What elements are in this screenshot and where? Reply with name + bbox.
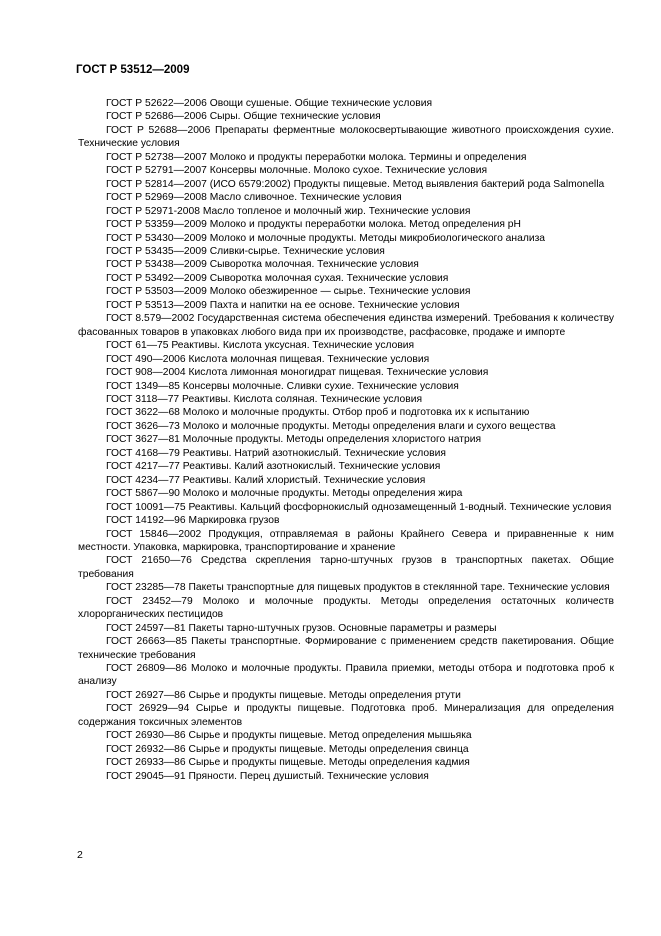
reference-code: ГОСТ 26809—86	[106, 663, 187, 675]
reference-item	[78, 218, 614, 231]
reference-code: ГОСТ 3627—81	[106, 434, 180, 446]
reference-item	[78, 689, 614, 702]
reference-code: ГОСТ 23285—78	[106, 582, 186, 594]
reference-item	[78, 581, 614, 594]
reference-item	[78, 205, 614, 218]
reference-code: ГОСТ 26932—86	[106, 743, 186, 755]
reference-code: ГОСТ 14192—96	[106, 515, 186, 527]
reference-code: ГОСТ Р 53359—2009	[106, 219, 207, 231]
reference-title: Молоко и продукты переработки молока. Термины и определения	[209, 151, 527, 163]
reference-item	[78, 756, 614, 769]
reference-code: ГОСТ Р 53435—2009	[106, 245, 207, 257]
reference-item	[78, 487, 614, 500]
reference-title: Масло сливочное. Технические условия	[209, 192, 402, 204]
reference-item	[78, 514, 614, 527]
reference-title: Реактивы. Кальций фосфорнокислый однозамещенный 1-водный. Технические условия	[188, 501, 612, 513]
reference-code: ГОСТ Р 52738—2007	[106, 151, 207, 163]
reference-item	[78, 380, 614, 393]
reference-title: Сырье и продукты пищевые. Методы определения ртути	[188, 689, 461, 701]
reference-code: ГОСТ 8.579—2002	[106, 313, 195, 325]
reference-item	[78, 124, 614, 151]
reference-item	[78, 501, 614, 514]
reference-title: Молоко и молочные продукты. Отбор проб и подготовка их к испытанию	[182, 407, 530, 419]
reference-item	[78, 151, 614, 164]
reference-title: Пряности. Перец душистый. Технические условия	[188, 770, 429, 782]
reference-code: ГОСТ 21650—76	[106, 555, 192, 567]
reference-item	[78, 622, 614, 635]
reference-code: ГОСТ 3626—73	[106, 420, 180, 432]
reference-item	[78, 164, 614, 177]
reference-code: ГОСТ 26929—94	[106, 703, 190, 715]
reference-title: Кислота молочная пищевая. Технические условия	[188, 353, 430, 365]
reference-code: ГОСТ 26930—86	[106, 730, 186, 742]
reference-title: Реактивы. Кислота уксусная. Технические условия	[171, 340, 415, 352]
reference-title: Пакеты транспортные. Формирование с применением средств пакетирования. Общие технические требования	[78, 636, 614, 661]
reference-title: Реактивы. Калий азотнокислый. Технические условия	[182, 461, 441, 473]
reference-item	[78, 299, 614, 312]
reference-item	[78, 406, 614, 419]
reference-item	[78, 743, 614, 756]
reference-code: ГОСТ Р 52622—2006	[106, 98, 207, 109]
reference-code: ГОСТ 4168—79	[106, 447, 180, 459]
reference-title: Пакеты транспортные для пищевых продуктов в стеклянной таре. Технические условия	[188, 582, 610, 594]
reference-code: ГОСТ 3622—68	[106, 407, 180, 419]
reference-code: ГОСТ Р 53430—2009	[106, 232, 207, 244]
reference-code: ГОСТ 5867—90	[106, 488, 180, 500]
reference-code: ГОСТ Р 53503—2009	[106, 286, 207, 298]
reference-item	[78, 353, 614, 366]
reference-item	[78, 702, 614, 729]
reference-code: ГОСТ 4234—77	[106, 474, 180, 486]
reference-title: Реактивы. Натрий азотнокислый. Технические условия	[182, 447, 446, 459]
reference-title: Молоко обезжиренное — сырье. Технические условия	[209, 286, 471, 298]
reference-item	[78, 447, 614, 460]
reference-code: ГОСТ 490—2006	[106, 353, 186, 365]
reference-title: Сырье и продукты пищевые. Подготовка проб. Минерализация для определения содержания токсичных элементов	[78, 703, 614, 728]
reference-item	[78, 232, 614, 245]
reference-title: Государственная система обеспечения единства измерений. Требования к количеству фасованных товаров в упаковках любого вида при их производстве, расфасовке, продаже и импорте	[78, 313, 614, 338]
reference-title: Молоко и молочные продукты. Методы микробиологического анализа	[209, 232, 546, 244]
reference-title: Консервы молочные. Молоко сухое. Технические условия	[209, 165, 488, 177]
reference-code: ГОСТ 3118—77	[106, 393, 180, 405]
reference-item	[78, 433, 614, 446]
reference-item	[78, 97, 614, 110]
reference-item	[78, 191, 614, 204]
reference-title: (ИСО 6579:2002) Продукты пищевые. Метод выявления бактерий рода Salmonella	[209, 178, 605, 190]
reference-item	[78, 729, 614, 742]
reference-title: Консервы молочные. Сливки сухие. Технические условия	[182, 380, 459, 392]
reference-title: Сыры. Общие технические условия	[209, 111, 381, 123]
reference-code: ГОСТ Р 52971-2008	[106, 205, 200, 217]
reference-code: ГОСТ Р 53438—2009	[106, 259, 207, 271]
reference-title: Кислота лимонная моногидрат пищевая. Технические условия	[188, 367, 489, 379]
reference-item	[78, 770, 614, 783]
reference-item	[78, 366, 614, 379]
reference-title: Продукция, отправляемая в районы Крайнего Севера и приравненные к ним местности. Упаковка, маркировка, транспортирование и хранение	[78, 528, 614, 553]
reference-title: Маркировка грузов	[188, 515, 280, 527]
reference-title: Реактивы. Кислота соляная. Технические условия	[182, 393, 423, 405]
reference-code: ГОСТ 10091—75	[106, 501, 186, 513]
reference-item	[78, 110, 614, 123]
reference-code: ГОСТ 23452—79	[106, 595, 193, 607]
reference-title: Сырье и продукты пищевые. Метод определения мышьяка	[188, 730, 472, 742]
reference-title: Реактивы. Калий хлористый. Технические условия	[182, 474, 426, 486]
reference-code: ГОСТ 1349—85	[106, 380, 180, 392]
reference-item	[78, 258, 614, 271]
reference-title: Молоко и молочные продукты. Методы определения жира	[182, 488, 463, 500]
reference-title: Молоко и молочные продукты. Методы определения остаточных количеств хлорорганических пестицидов	[78, 595, 614, 621]
reference-title: Овощи сушеные. Общие технические условия	[209, 98, 433, 109]
reference-title: Сырье и продукты пищевые. Методы определения свинца	[188, 743, 469, 755]
reference-item	[78, 460, 614, 473]
reference-item	[78, 245, 614, 258]
reference-item	[78, 662, 614, 689]
reference-title: Сыворотка молочная сухая. Технические условия	[209, 272, 449, 284]
reference-title: Молоко и молочные продукты. Методы определения влаги и сухого вещества	[182, 420, 556, 432]
reference-item	[78, 420, 614, 433]
reference-item	[78, 272, 614, 285]
reference-code: ГОСТ 908—2004	[106, 367, 186, 379]
reference-code: ГОСТ Р 53513—2009	[106, 299, 207, 311]
reference-title: Молоко и молочные продукты. Правила приемки, методы отбора и подготовка проб к анализу	[78, 663, 614, 688]
reference-code: ГОСТ Р 52969—2008	[106, 192, 207, 204]
reference-code: ГОСТ Р 52814—2007	[106, 178, 207, 190]
reference-code: ГОСТ 61—75	[106, 340, 169, 352]
reference-code: ГОСТ Р 52688—2006	[106, 124, 211, 136]
reference-title: Пахта и напитки на ее основе. Технические условия	[209, 299, 460, 311]
reference-title: Молоко и продукты переработки молока. Метод определения рН	[209, 219, 521, 231]
reference-title: Сливки-сырье. Технические условия	[209, 245, 385, 257]
reference-title: Пакеты тарно-штучных грузов. Основные параметры и размеры	[188, 622, 497, 634]
reference-code: ГОСТ 26933—86	[106, 757, 186, 769]
reference-item	[78, 554, 614, 581]
reference-item	[78, 528, 614, 555]
reference-code: ГОСТ 15846—2002	[106, 528, 202, 540]
reference-code: ГОСТ 29045—91	[106, 770, 186, 782]
reference-title: Молочные продукты. Методы определения хлористого натрия	[182, 434, 482, 446]
reference-item	[78, 178, 614, 191]
reference-item	[78, 595, 614, 622]
reference-title: Сырье и продукты пищевые. Методы определения кадмия	[188, 757, 470, 769]
reference-code: ГОСТ Р 52791—2007	[106, 165, 207, 177]
reference-item	[78, 635, 614, 662]
reference-code: ГОСТ Р 52686—2006	[106, 111, 207, 123]
reference-code: ГОСТ 4217—77	[106, 461, 180, 473]
reference-code: ГОСТ 26663—85	[106, 636, 187, 648]
reference-code: ГОСТ Р 53492—2009	[106, 272, 207, 284]
reference-title: Препараты ферментные молокосвертывающие животного происхождения сухие. Технические условия	[78, 124, 614, 150]
reference-item	[78, 393, 614, 406]
reference-code: ГОСТ 24597—81	[106, 622, 186, 634]
reference-title: Масло топленое и молочный жир. Технические условия	[202, 205, 471, 217]
reference-item	[78, 339, 614, 352]
reference-title: Сыворотка молочная. Технические условия	[209, 259, 419, 271]
reference-item	[78, 474, 614, 487]
reference-title: Средства скрепления тарно-штучных грузов в транспортных пакетах. Общие требования	[78, 555, 614, 580]
reference-item	[78, 285, 614, 298]
document-header: ГОСТ Р 53512—2009	[76, 64, 190, 76]
reference-item	[78, 312, 614, 339]
reference-code: ГОСТ 26927—86	[106, 689, 186, 701]
page-number: 2	[77, 849, 83, 861]
normative-references-list	[78, 97, 614, 783]
